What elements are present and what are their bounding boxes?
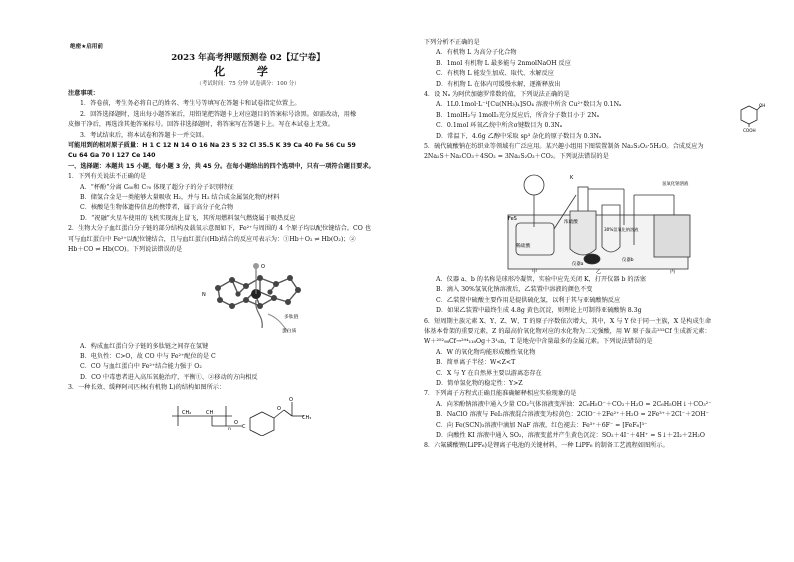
fig-label: Fe [250, 283, 256, 290]
option-a: A．W 的氧化物均能形成酸性氧化物 [436, 348, 536, 356]
question-stem: 2．生物大分子血红蛋白分子链的部分结构及载氧示意图如下，Fe²⁺与周围的 4 个原子均以配位键结合。CO 也 [68, 225, 372, 233]
question-8-stem: 8．六氟磷酸锂(LiPF₆)是锂离子电池的关键材料，一种 LiPF₆ 的制备工艺流程如图所示。 [424, 442, 669, 450]
note-item: 1．答卷前，考生务必将自己的姓名、考生号等填写在答题卡和试卷指定位置上。 [80, 100, 301, 108]
question-5 [424, 142, 769, 316]
fig-label: 仪器a [572, 261, 584, 267]
option-a: A．向苯酚钠溶液中通入少量 CO₂气体溶液变浑浊：2C₆H₅O⁻＋CO₂＋H₂O = 2C₆H₅OH↓＋CO₃²⁻ [436, 400, 712, 408]
option-d: D．CO 中毒患者进入高压氧舱治疗，平衡①、②移动的方向相反 [80, 373, 258, 381]
question-stem-2: 体基本骨架的重要元素，Z 的最高价氧化物对应的水化物为二元强酸，用 W 原子轰击²⁵²Cf 生成新元素： [424, 327, 711, 335]
fig-label: 丙 [670, 268, 676, 275]
fig-label: 乙 [596, 268, 602, 275]
fig-label: O [277, 405, 281, 412]
fig-label: n [228, 426, 231, 432]
question-stem-2: 2Na₂S＋Na₂CO₃＋4SO₂ = 3Na₂S₂O₃＋CO₂。下列说法错误的是 [424, 153, 609, 161]
question-1 [68, 172, 428, 224]
option-b: B．1molH₂与 1molI₂充分反应后，所含分子数目小于 2Nₐ [436, 111, 600, 119]
option-d: D．“祝融”火星车使用的飞机实现海上冒飞，其所用燃料氢气燃烧属于吸热反应 [80, 214, 296, 222]
option-a: A．有机物 L 为高分子化合物 [436, 49, 517, 57]
question-stem: 3．一种长效、缓释阿司匹林(有机物 L)的结构如图所示： [68, 384, 226, 392]
question-stem: 7．下列离子方程式正确且能准确解释相应实验现象的是 [424, 390, 577, 398]
option-d: D．如果乙装置中最终生成 4.8g 黄色沉淀，则理论上可制得亚硫酸钠 8.3g [436, 307, 642, 315]
fig-label: 蛋白质 [282, 328, 297, 334]
question-stem: 4．设 Nₐ 为阿伏加德罗常数的值，下列说法正确的是 [424, 91, 570, 99]
option-c: C．乙装置中硫酸主要作用是提供硫化氢，以利于其与亚硫酸钠反应 [436, 296, 621, 304]
option-a: A．构成血红蛋白分子链的多肽链之间存在氢键 [80, 342, 209, 350]
option-b: B．电负性：C>O，故 CO 中与 Fe²⁺配位的是 C [80, 352, 216, 360]
exam-title: 2023 年高考押题预测卷 02【辽宁卷】 [171, 53, 325, 63]
question-7 [424, 389, 769, 441]
fig-label: K [570, 174, 574, 181]
option-b: B．1mol 有机物 L 最多能与 2nmolNaOH 反应 [436, 59, 571, 67]
question-2 [68, 224, 428, 383]
hemoglobin-figure [198, 258, 318, 340]
section-heading: 一、选择题：本题共 15 小题，每小题 3 分，共 45 分。在每小题给出的四个选项中，只有一项符合题目要求。 [68, 162, 375, 170]
atomic-masses-2: Cu 64 Ga 70 I 127 Ce 140 [68, 152, 156, 160]
fig-label: 30%氢氧化钠溶液 [604, 226, 639, 232]
option-a: A．“杯酚”分离 C₆₀和 C₇₀ 体现了超分子的分子识别特征 [80, 183, 234, 191]
option-a: A．仪器 a、b 的名称是球形冷凝管，实验中应先关闭 K，打开仪器 b 的活塞 [436, 275, 646, 283]
right-column [424, 38, 769, 452]
option-b: B．滴入 30%氢氧化钠溶液后，乙装置中溶液的颜色不变 [436, 286, 593, 294]
question-stem: 下列分析不正确的是 [424, 39, 480, 46]
option-d: D．有机物 L 在体内可缓慢水解，逐渐释放出 [436, 80, 561, 88]
option-c: C．核酸是生物体遗传信息的携带者，属于高分子化合物 [80, 204, 234, 212]
fig-label: 氢氧化钠溶液 [662, 181, 689, 187]
apparatus-figure [504, 165, 714, 275]
fig-label: 稀硫酸 [516, 243, 531, 249]
atomic-masses: 可能用到的相对原子质量：H 1 C 12 N 14 O 16 Na 23 S 32 Cl 35.5 K 39 Ca 40 Fe 56 Cu 59 [68, 142, 356, 150]
option-d: D．向酸性 KI 溶液中通入 SO₂，溶液变蓝并产生黄色沉淀：SO₂＋4I⁻＋4H⁺ = S↓＋2I₂＋2H₂O [436, 431, 705, 439]
question-stem: 5．硫代硫酸钠在纺织业等领域有广泛应用。某兴趣小组用下图装置制备 Na₂S₂O₃·5H₂O。合成反应为 [424, 143, 704, 151]
option-c: C．X 与 Y 在自然界主要以游离态存在 [436, 369, 542, 377]
option-b: B．储氢合金是一类能够大量吸收 H₂，并与 H₂ 结合成金属氢化物的材料 [80, 194, 280, 202]
fig-label: C [242, 423, 246, 430]
option-b: B．简单离子半径：W<Z<T [436, 359, 516, 367]
notes-heading: 注意事项： [68, 90, 99, 97]
fig-label: O [261, 263, 265, 270]
note-item: 3．考试结束后，将本试卷和答题卡一并交回。 [80, 131, 208, 139]
question-stem-2: 可与血红蛋白中 Fe²⁺以配位键结合，且与血红蛋白(Hb)结合的反应可表示为：①Hb＋O₂ ⇌ Hb(O₂)；② [68, 235, 356, 243]
option-d: D．简单氢化物的稳定性：Y>Z [436, 379, 523, 387]
fig-label: 仪器b [622, 257, 634, 263]
left-column [68, 38, 428, 438]
hemoglobin-structure-icon [198, 258, 318, 340]
fig-label: O [289, 396, 293, 403]
question-4 [424, 90, 769, 142]
question-stem: 6．短周期主族元素 X、Y、Z、W、T 的原子序数依次增大，其中，X 与 Y 位于同一主族，X 是构成生命 [424, 317, 712, 325]
option-b: B．NaClO 溶液与 FeI₂溶液混合溶液变为棕黄色：2ClO⁻＋2Fe²⁺＋H₂O = 2Fe³⁺＋2Cl⁻＋2OH⁻ [436, 411, 709, 419]
apparatus-diagram-icon [504, 165, 714, 275]
fig-label: COOH [743, 128, 756, 132]
note-item: 2．回答选择题时，选出每小题答案后，用铅笔把答题卡上对应题目的答案标号涂黑。如需改动，用橡 [80, 110, 357, 118]
question-3 [68, 383, 428, 435]
fig-label: CH₂ [182, 409, 192, 416]
option-c: C．CO 与血红蛋白中 Fe²⁺结合能力强于 O₂ [80, 363, 202, 371]
fig-label: 多肽链 [284, 314, 299, 320]
exam-info: （考试时间：75 分钟 试卷满分：100 分） [196, 81, 300, 87]
question-stem: 1．下列有关说法不正确的是 [68, 173, 147, 181]
option-a: A．1L0.1mol·L⁻¹[Cu(NH₃)₄]SO₄ 溶液中所含 Cu²⁺数目为 0.1Nₐ [436, 101, 622, 109]
fig-label: OH [759, 103, 766, 108]
secret-mark: 绝密★启用前 [70, 44, 103, 50]
option-c: C．0.1mol 环氧乙烷中所含σ键数目为 0.3Nₐ [436, 122, 563, 130]
fig-label: CH₃ [302, 414, 312, 421]
question-6 [424, 317, 769, 390]
fig-label: N [202, 291, 206, 298]
question-stem-3: W＋²⁵²₉₈Cf→²⁹⁴₁₁₈Og＋3¹₀n，T 是地壳中含量最多的金属元素。下列说法错误的是 [424, 338, 653, 346]
note-item: 皮擦干净后，再选涂其他答案标号。回答非选择题时，将答案写在答题卡上。写在本试卷上无效。 [68, 121, 335, 129]
fig-label: FeS [508, 215, 517, 222]
salicylic-acid-icon [731, 102, 767, 132]
fig-label: CH [206, 409, 214, 416]
option-d: D．常温下，4.6g 乙醇中采取 sp³ 杂化的原子数目为 0.3Nₐ [436, 132, 602, 140]
option-c: C．向 Fe(SCN)₃溶液中滴加 NaF 溶液，红色褪去：Fe³⁺＋6F⁻ = [FeF₆]³⁻ [436, 421, 648, 429]
polymer-structure-icon [168, 396, 318, 436]
option-c: C．有机物 L 能发生加成、取代、水解反应 [436, 70, 554, 78]
fig-label: 甲 [532, 268, 538, 275]
exam-subject: 化 学 [214, 65, 282, 78]
polymer-figure [168, 396, 318, 436]
fig-label: O [234, 419, 238, 426]
question-stem-3: Hb＋CO ⇌ Hb(CO)。下列说法错误的是 [68, 246, 183, 254]
fig-label: 浓硫酸 [564, 219, 578, 225]
